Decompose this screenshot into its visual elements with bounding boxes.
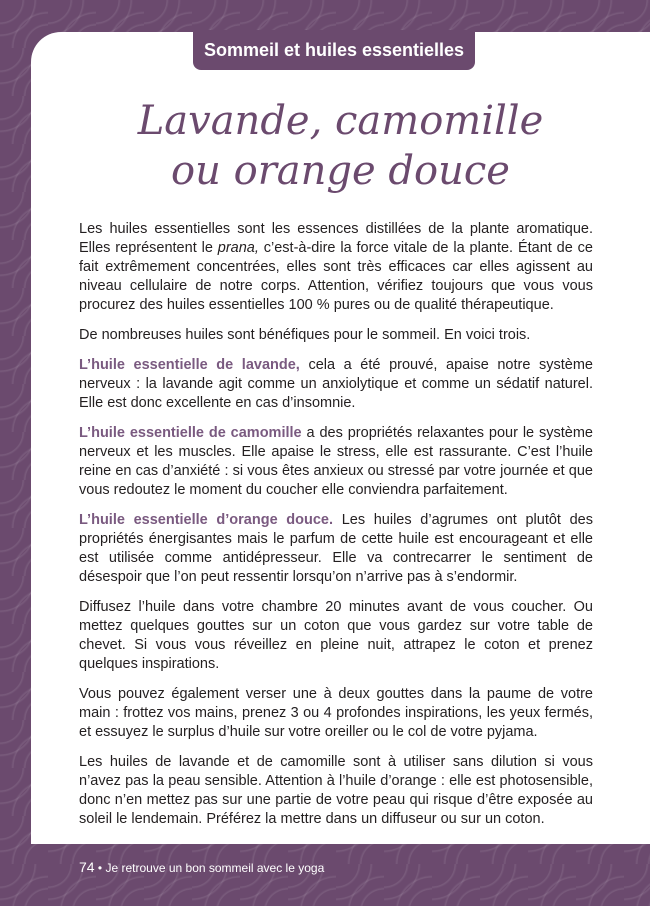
chamomile-heading: L’huile essentielle de camomille [79, 425, 302, 441]
paragraph-diffuse: Diffusez l’huile dans votre chambre 20 minutes avant de vous coucher. Ou mettez quelques gouttes sur un coton que vous gardez sur votre table de chevet. Si vous vous réveillez en pleine nuit, attrapez le coton et prenez quelques inspirations. [79, 599, 593, 672]
article-body [79, 220, 593, 840]
title-line-2: ou orange douce [171, 148, 510, 194]
page-footer [79, 859, 324, 875]
intro-text-1: Les huiles essentielles sont les essences distillées de la plante aromatique. Elles représentent le [79, 221, 593, 256]
orange-heading: L’huile essentielle d’orange douce. [79, 512, 334, 528]
page-title [31, 96, 650, 196]
paragraph-overview: De nombreuses huiles sont bénéfiques pour le sommeil. En voici trois. [79, 327, 531, 343]
intro-text-2: c’est-à-dire la force vitale de la plante. Étant de ce fait extrêmement concentrées, elles sont très efficaces car elles agissent au niveau cellulaire de notre corps. Attention, vérifiez toujours que vous vous procurez des huiles essentielles 100 % pures ou de qualité thérapeutique. [79, 240, 593, 313]
lavender-text: cela a été prouvé, apaise notre système nerveux : la lavande agit comme un anxiolytique et comme un sédatif naturel. Elle est donc excellente en cas d’insomnie. [79, 357, 593, 411]
intro-italic: prana, [217, 240, 259, 256]
orange-text: Les huiles d’agrumes ont plutôt des propriétés énergisantes mais le parfum de cette huile est encourageant et elle est utilisée comme antidépresseur. Elle va contrecarrer le sentiment de désespoir que l’on peut ressentir lorsqu’on n’arrive pas à s’endormir. [79, 512, 593, 585]
paragraph-chamomile [79, 424, 593, 500]
page-number: 74 [79, 859, 95, 875]
chapter-tab [193, 30, 475, 70]
paragraph-intro [79, 220, 593, 315]
lavender-heading: L’huile essentielle de lavande, [79, 357, 300, 373]
book-title: Je retrouve un bon sommeil avec le yoga [105, 861, 325, 875]
paragraph-lavender [79, 356, 593, 413]
footer-bullet: • [97, 861, 103, 875]
paragraph-palm: Vous pouvez également verser une à deux gouttes dans la paume de votre main : frottez vos mains, prenez 3 ou 4 profondes inspirations, les yeux fermés, et essuyez le surplus d’huile sur votre oreiller ou le col de votre pyjama. [79, 686, 593, 740]
paragraph-orange [79, 511, 593, 587]
title-line-1: Lavande, camomille [137, 98, 544, 144]
paragraph-dilution: Les huiles de lavande et de camomille sont à utiliser sans dilution si vous n’avez pas la peau sensible. Attention à l’huile d’orange : elle est photosensible, donc n’en mettez pas sur une partie de votre peau qui risque d’être exposée au soleil le lendemain. Préférez la mettre dans un diffuseur ou sur un coton. [79, 754, 593, 827]
chamomile-text: a des propriétés relaxantes pour le système nerveux et les muscles. Elle apaise le stress, elle est rassurante. C’est l’huile reine en cas d’anxiété : si vous êtes anxieux ou stressé par votre journée et que vous redoutez le moment du coucher elle conviendra parfaitement. [79, 425, 593, 498]
chapter-tab-label: Sommeil et huiles essentielles [203, 39, 465, 60]
